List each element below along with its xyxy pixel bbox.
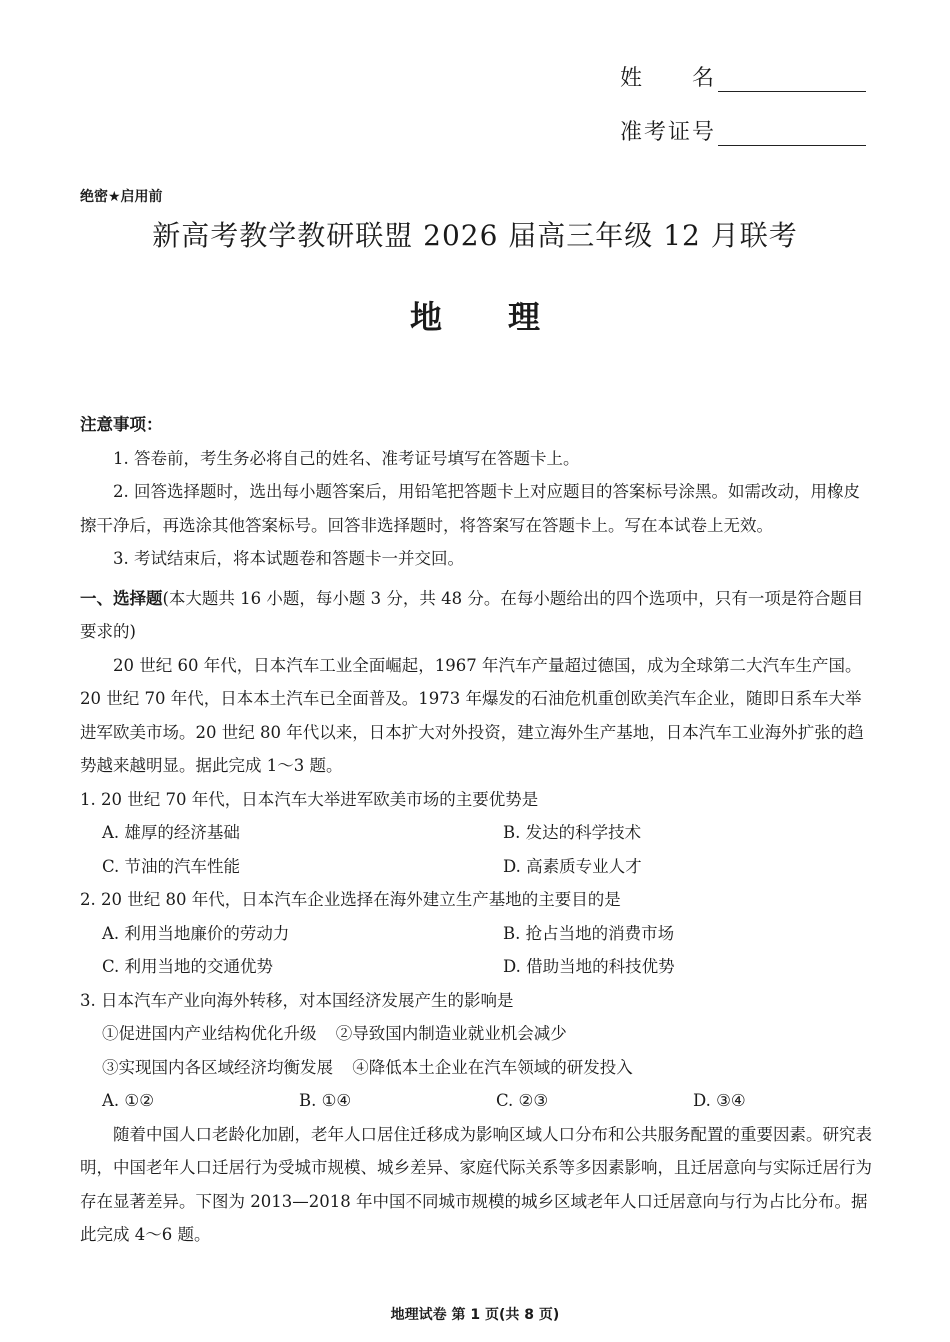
option-c: C. 利用当地的交通优势 — [102, 957, 274, 976]
statement-4: ④降低本土企业在汽车领域的研发投入 — [352, 1057, 633, 1077]
exam-id-label: 准考证号 — [620, 120, 717, 145]
candidate-info-fields — [620, 56, 880, 164]
statement-1: ①促进国内产业结构优化升级 — [102, 1024, 317, 1043]
confidential-mark: 绝密★启用前 — [80, 189, 163, 205]
option-a: A. 雄厚的经济基础 — [102, 823, 240, 842]
section-title: 一、选择题 — [80, 588, 163, 608]
option-d: D. 借助当地的科技优势 — [503, 957, 675, 976]
passage-2: 随着中国人口老龄化加剧，老年人口居住迁移成为影响区域人口分布和公共服务配置的重要因素。研究表明，中国老年人口迁居行为受城市规模、城乡差异、家庭代际关系等多因素影响，且迁居意向与实际迁居行为存在显著差异。下图为 2013—2018 年中国不同城市规模的城乡区域老年人口迁居意向与行为占比分布。据此完成 4～6 题。 — [80, 1124, 872, 1244]
name-label: 姓 名 — [620, 66, 717, 91]
exam-id-blank-line[interactable] — [718, 119, 866, 146]
notice-item: 2. 回答选择题时，选出每小题答案后，用铅笔把答题卡上对应题目的答案标号涂黑。如需改动，用橡皮擦干净后，再选涂其他答案标号。回答非选择题时，将答案写在答题卡上。写在本试卷上无效。 — [80, 482, 860, 535]
option-b: B. 发达的科学技术 — [503, 823, 642, 842]
question-2-options-row — [80, 917, 872, 951]
question-3-statements-row — [80, 1017, 872, 1051]
question-1-stem: 1. 20 世纪 70 年代，日本汽车大举进军欧美市场的主要优势是 — [80, 789, 539, 809]
question-2-options-row — [80, 950, 872, 984]
subject-title: 地理 — [409, 298, 606, 336]
notice-item: 1. 答卷前，考生务必将自己的姓名、准考证号填写在答题卡上。 — [113, 448, 580, 468]
question-3-statements-row — [80, 1051, 872, 1085]
option-d: D. 高素质专业人才 — [503, 856, 642, 876]
section-heading — [80, 582, 872, 649]
name-field-row — [620, 56, 880, 92]
page-footer: 地理试卷 第 1 页(共 8 页) — [390, 1307, 560, 1323]
option-b: B. ①④ — [299, 1091, 352, 1110]
statement-3: ③实现国内各区域经济均衡发展 — [102, 1057, 333, 1077]
question-2-stem: 2. 20 世纪 80 年代，日本汽车企业选择在海外建立生产基地的主要目的是 — [80, 890, 621, 909]
option-a: A. 利用当地廉价的劳动力 — [102, 923, 290, 943]
question-3-options-row — [80, 1084, 872, 1118]
id-field-row — [620, 110, 880, 146]
option-a: A. ①② — [102, 1091, 154, 1110]
exam-content — [80, 408, 872, 1252]
option-b: B. 抢占当地的消费市场 — [503, 923, 675, 943]
exam-title: 新高考教学教研联盟 2026 届高三年级 12 月联考 — [152, 219, 798, 252]
statement-2: ②导致国内制造业就业机会减少 — [335, 1024, 567, 1043]
option-d: D. ③④ — [693, 1091, 746, 1110]
option-c: C. ②③ — [496, 1091, 549, 1110]
name-blank-line[interactable] — [718, 65, 866, 92]
question-1-options-row — [80, 816, 872, 850]
option-c: C. 节油的汽车性能 — [102, 856, 241, 876]
passage-1: 20 世纪 60 年代，日本汽车工业全面崛起，1967 年汽车产量超过德国，成为全球第二大汽车生产国。20 世纪 70 年代，日本本土汽车已全面普及。1973 年爆发的石油危机重创欧美汽车企业，随即日系车大举进军欧美市场。20 世纪 80 年代以来，日本扩大对外投资，建立海外生产基地，日本汽车工业海外扩张的趋势越来越明显。据此完成 1～3 题。 — [80, 655, 864, 775]
section-description: (本大题共 16 小题，每小题 3 分，共 48 分。在每小题给出的四个选项中，只有一项是符合题目要求的) — [80, 588, 864, 641]
question-3-stem: 3. 日本汽车产业向海外转移，对本国经济发展产生的影响是 — [80, 990, 514, 1010]
notice-title: 注意事项： — [80, 415, 163, 434]
question-1-options-row — [80, 850, 872, 884]
notice-item: 3. 考试结束后，将本试题卷和答题卡一并交回。 — [113, 549, 464, 568]
